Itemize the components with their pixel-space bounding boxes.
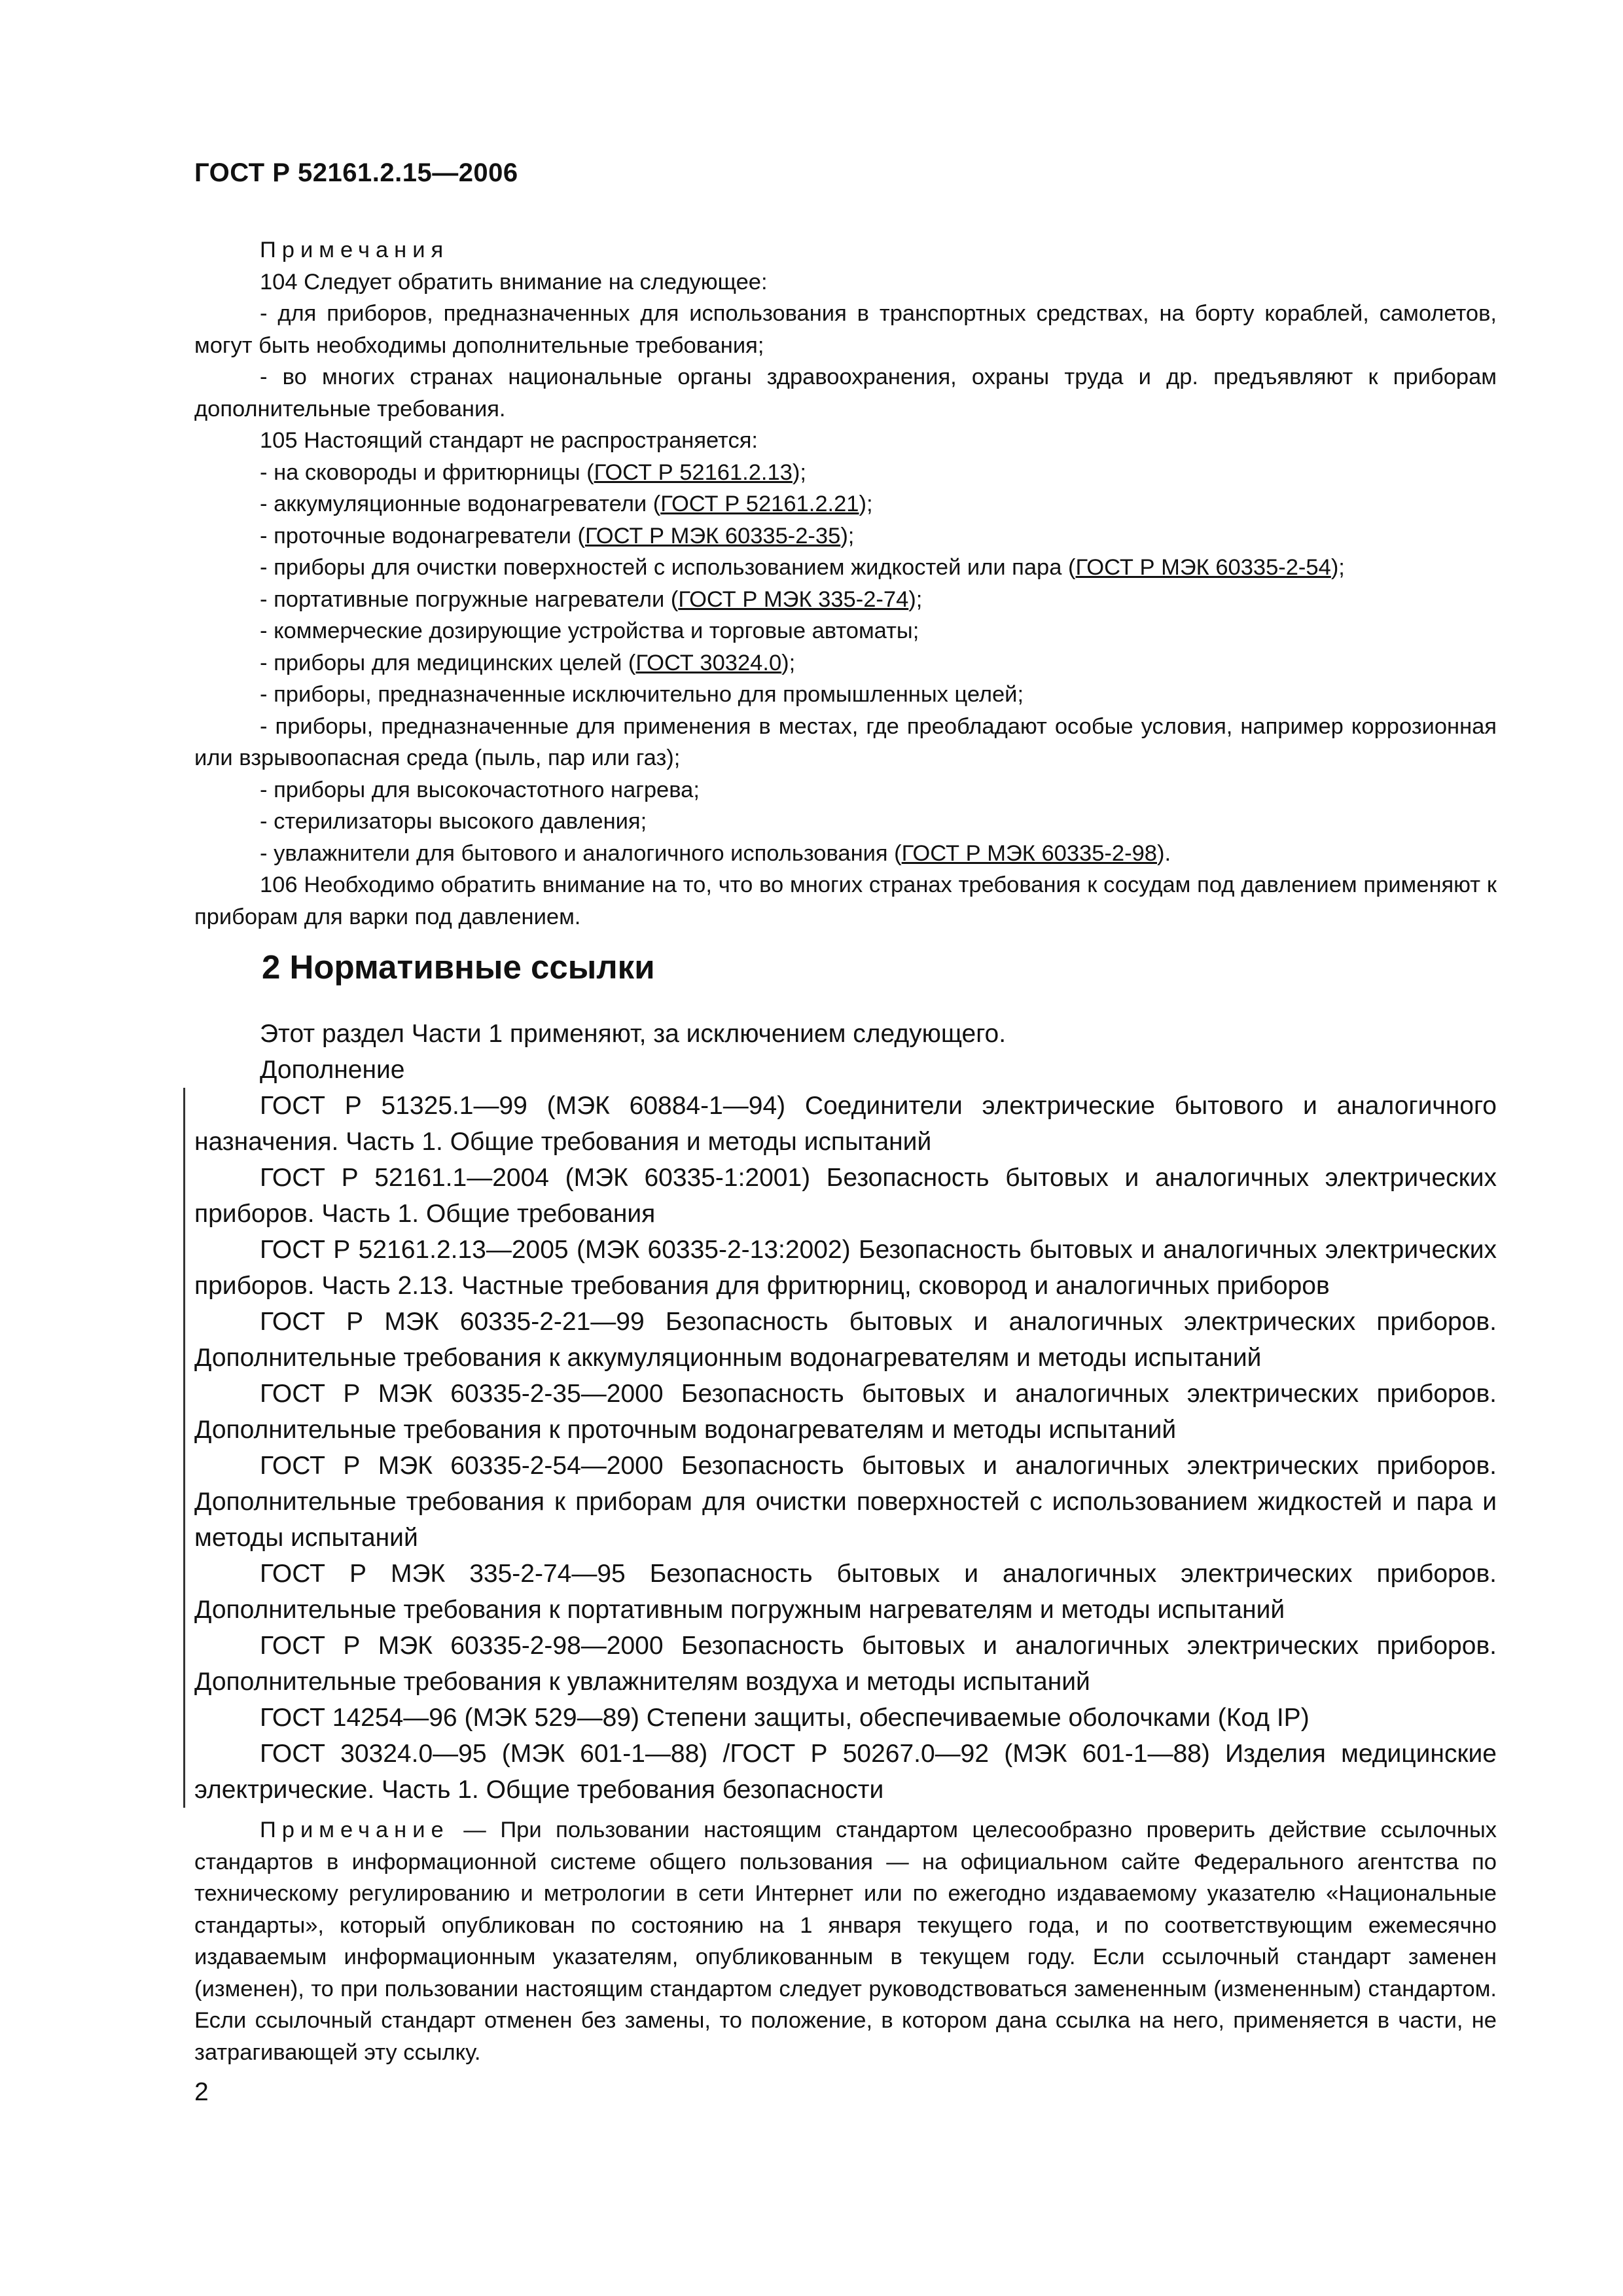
normative-reference: ГОСТ Р МЭК 60335-2-35—2000 Безопасность бытовых и аналогичных электрических приборов. Дополнительные требования к проточным водонагревателям и методы испытаний: [194, 1380, 1497, 1444]
normative-reference: ГОСТ Р 51325.1—99 (МЭК 60884-1—94) Соединители электрические бытового и аналогичного назначения. Часть 1. Общие требования и методы испытаний: [194, 1092, 1497, 1156]
note-105-item: - приборы, предназначенные для применения в местах, где преобладают особые условия, например коррозионная или взрывоопасная среда (пыль, пар или газ);: [194, 713, 1497, 770]
note-105-item: - стерилизаторы высокого давления;: [260, 809, 647, 834]
note-105-item: - приборы, предназначенные исключительно для промышленных целей;: [260, 682, 1024, 707]
normative-reference: ГОСТ 30324.0—95 (МЭК 601-1—88) /ГОСТ Р 50267.0—92 (МЭК 601-1—88) Изделия медицинские электрические. Часть 1. Общие требования безопасности: [194, 1740, 1497, 1804]
notes-block: [194, 234, 1497, 933]
note-104-intro: 104 Следует обратить внимание на следующее:: [260, 269, 768, 295]
change-bar: [183, 1088, 185, 1808]
note-104-item: - во многих странах национальные органы здравоохранения, охраны труда и др. предъявляют к приборам дополнительные требования.: [194, 365, 1497, 422]
bottom-note-paragraph: [194, 1814, 1497, 2068]
note-105-item: - увлажнители для бытового и аналогичного использования (ГОСТ Р МЭК 60335-2-98).: [260, 840, 1171, 866]
notes-heading: Примечания: [260, 238, 450, 262]
normative-reference: ГОСТ Р МЭК 335-2-74—95 Безопасность бытовых и аналогичных электрических приборов. Дополнительные требования к портативным погружным нагревателям и методы испытаний: [194, 1560, 1497, 1624]
normative-reference: ГОСТ Р МЭК 60335-2-21—99 Безопасность бытовых и аналогичных электрических приборов. Дополнительные требования к аккумуляционным водонагревателям и методы испытаний: [194, 1308, 1497, 1372]
reference-link[interactable]: ГОСТ 30324.0: [635, 650, 782, 675]
bottom-note-label: Примечание: [260, 1818, 450, 1842]
section-title: 2 Нормативные ссылки: [262, 948, 655, 986]
note-105-item: - проточные водонагреватели (ГОСТ Р МЭК 60335-2-35);: [260, 523, 855, 548]
section-addition: Дополнение: [260, 1056, 405, 1084]
bottom-note-text: — При пользовании настоящим стандартом целесообразно проверить действие ссылочных стандартов в информационной системе общего пользования — на официальном сайте Федерального агентства по техническому регулированию и метрологии в сети Интернет или по ежегодно издаваемому указателю «Национальные стандарты», который опубликован по состоянию на 1 января текущего года, и по соответствующим ежемесячно издаваемым информационным указателям, опубликованным в текущем году. Если ссылочный стандарт заменен (изменен), то при пользовании настоящим стандартом следует руководствоваться замененным (измененным) стандартом. Если ссылочный стандарт отменен без замены, то положение, в котором дана ссылка на него, применяется в части, не затрагивающей эту ссылку.: [194, 1818, 1497, 2065]
reference-link[interactable]: ГОСТ Р МЭК 335-2-74: [678, 586, 909, 612]
reference-link[interactable]: ГОСТ Р 52161.2.13: [594, 459, 793, 485]
note-105-item: - приборы для высокочастотного нагрева;: [260, 777, 700, 802]
reference-link[interactable]: ГОСТ Р МЭК 60335-2-35: [585, 523, 841, 548]
reference-link[interactable]: ГОСТ Р МЭК 60335-2-98: [901, 840, 1157, 866]
bottom-note: [194, 1814, 1497, 2068]
normative-reference: ГОСТ Р МЭК 60335-2-98—2000 Безопасность бытовых и аналогичных электрических приборов. Дополнительные требования к увлажнителям воздуха и методы испытаний: [194, 1632, 1497, 1696]
reference-link[interactable]: ГОСТ Р МЭК 60335-2-54: [1075, 555, 1331, 580]
section-intro: Этот раздел Части 1 применяют, за исключением следующего.: [260, 1020, 1007, 1048]
note-105-item: - приборы для медицинских целей (ГОСТ 30324.0);: [260, 650, 796, 675]
note-104-item: - для приборов, предназначенных для использования в транспортных средствах, на борту кораблей, самолетов, могут быть необходимы дополнительные требования;: [194, 301, 1497, 358]
section-body: [194, 1016, 1497, 1808]
note-106: 106 Необходимо обратить внимание на то, что во многих странах требования к сосудам под давлением применяют к приборам для варки под давлением.: [194, 872, 1497, 929]
note-105-intro: 105 Настоящий стандарт не распространяется:: [260, 428, 758, 453]
note-105-item: - портативные погружные нагреватели (ГОСТ Р МЭК 335-2-74);: [260, 586, 923, 612]
document-header: ГОСТ Р 52161.2.15—2006: [194, 158, 518, 187]
normative-reference: ГОСТ Р МЭК 60335-2-54—2000 Безопасность бытовых и аналогичных электрических приборов. Дополнительные требования к приборам для очистки поверхностей с использованием жидкостей и пара и методы испытаний: [194, 1452, 1497, 1552]
page-number: 2: [194, 2078, 209, 2106]
note-105-item: - на сковороды и фритюрницы (ГОСТ Р 52161.2.13);: [260, 459, 806, 485]
normative-reference: ГОСТ Р 52161.2.13—2005 (МЭК 60335-2-13:2002) Безопасность бытовых и аналогичных электрических приборов. Часть 2.13. Частные требования для фритюрниц, сковород и аналогичных приборов: [194, 1236, 1497, 1300]
normative-reference: ГОСТ 14254—96 (МЭК 529—89) Степени защиты, обеспечиваемые оболочками (Код IP): [260, 1704, 1310, 1732]
note-105-item: - аккумуляционные водонагреватели (ГОСТ Р 52161.2.21);: [260, 492, 873, 516]
normative-reference: ГОСТ Р 52161.1—2004 (МЭК 60335-1:2001) Безопасность бытовых и аналогичных электрических приборов. Часть 1. Общие требования: [194, 1164, 1497, 1228]
note-105-item: - коммерческие дозирующие устройства и торговые автоматы;: [260, 619, 919, 643]
reference-link[interactable]: ГОСТ Р 52161.2.21: [660, 492, 859, 516]
note-105-item: - приборы для очистки поверхностей с использованием жидкостей или пара (ГОСТ Р МЭК 60335-2-54);: [260, 555, 1345, 580]
